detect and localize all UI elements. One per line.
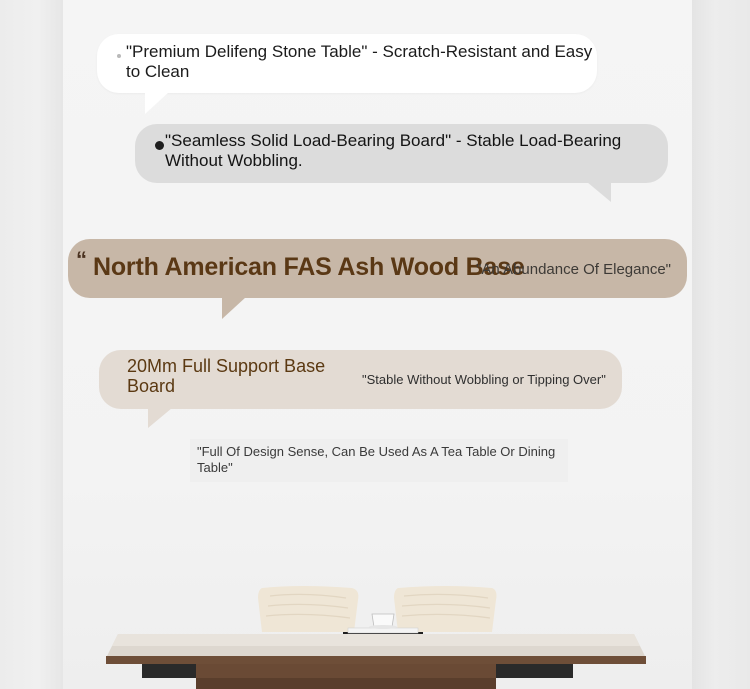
chair-right [394,586,497,632]
support-board-subtitle: "Stable Without Wobbling or Tipping Over" [362,372,606,387]
board-text: "Seamless Solid Load-Bearing Board" - Stable Load-Bearing Without Wobbling. [165,131,622,170]
wood-base-title: North American FAS Ash Wood Base [93,253,525,281]
quote-mark: “ [76,247,87,272]
wood-base-subtitle: "An Abundance Of Elegance" [476,261,671,278]
support-board-title: 20Mm Full Support Base Board [127,356,326,396]
stone-table-text: "Premium Delifeng Stone Table" - Scratch-Resistant and Easy to Clean [126,42,593,81]
chair-left [258,586,358,632]
design-note: "Full Of Design Sense, Can Be Used As A Tea Table Or Dining Table" [190,439,568,482]
stone-table [106,634,646,689]
